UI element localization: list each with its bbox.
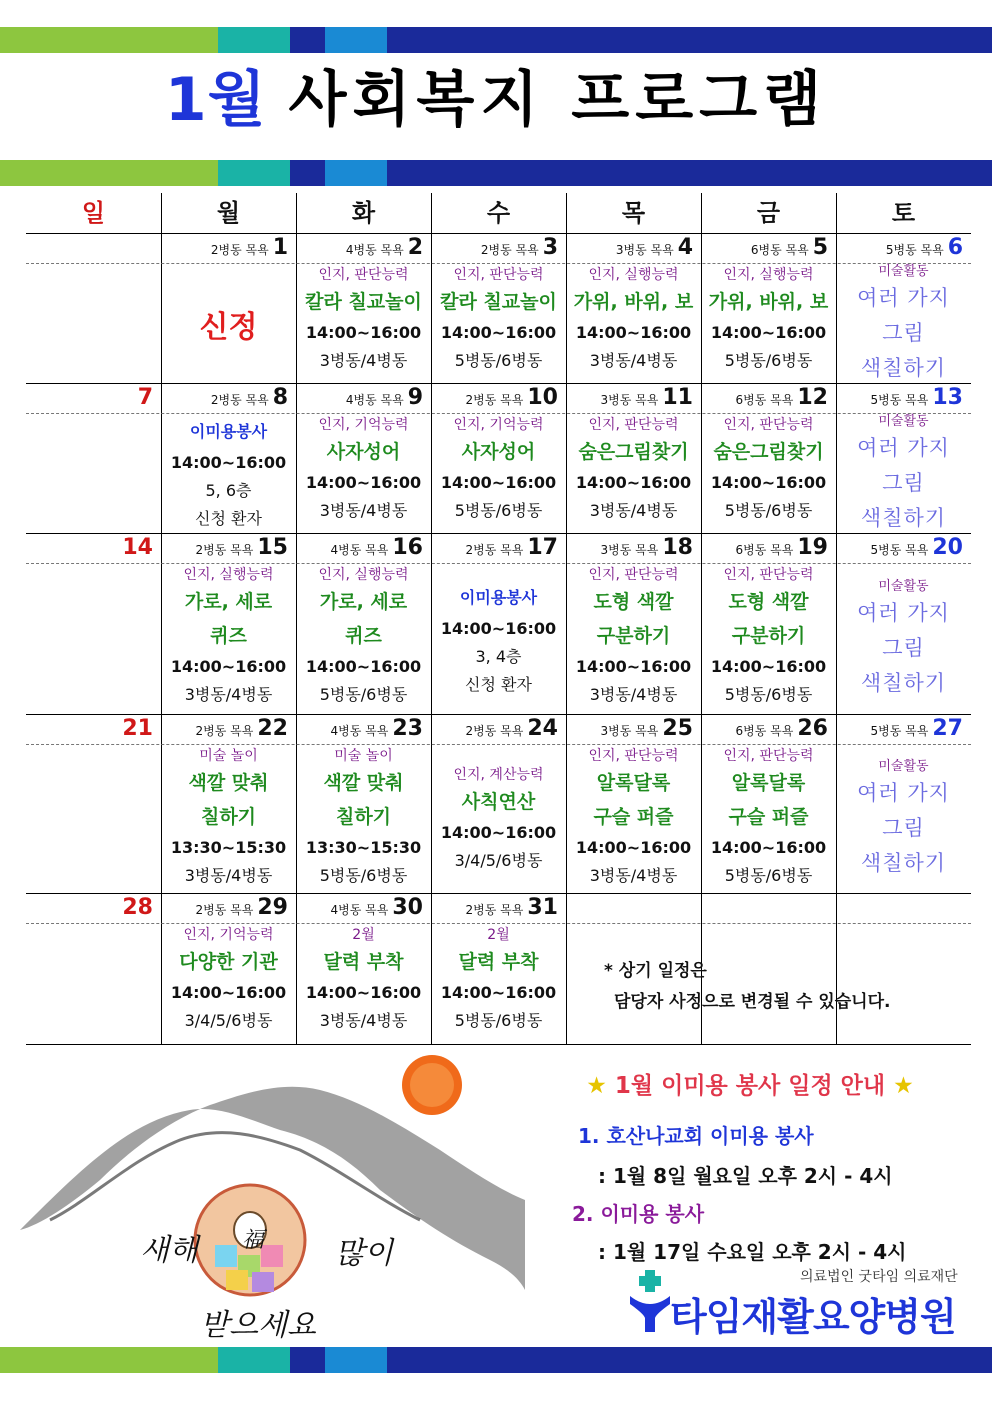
program-category: 인지, 판단능력 [588,417,679,433]
day-header: 월 [216,199,241,227]
program-activity: 가로, 세로 [319,591,408,613]
program-category: 인지, 판단능력 [723,748,814,764]
hospital-logo-icon [628,1268,672,1332]
date-label [701,383,828,413]
program-activity: 도형 색깔 [728,591,809,613]
bath-ward: 2병동 목욕 [195,724,254,738]
date-number: 9 [407,385,423,410]
program-ward: 5병동/6병동 [724,501,813,520]
program-category: 인지, 실행능력 [723,267,814,283]
day-cell [836,746,971,893]
date-label [701,533,828,563]
date-number: 11 [662,385,693,410]
date-label [161,714,288,744]
program-time: 14:00~16:00 [170,657,287,676]
date-row-divider [26,744,971,745]
program-activity: 도형 색깔 [593,591,674,613]
bag-patch-3 [261,1245,283,1267]
day-cell [566,415,701,533]
date-label [566,383,693,413]
title-text: 사회복지 프로그램 [288,65,828,135]
date-number: 20 [932,535,963,560]
bath-ward: 6병동 목욕 [750,243,809,257]
bath-ward: 2병동 목욕 [465,393,524,407]
date-number: 3 [542,235,558,260]
bath-ward: 2병동 목욕 [210,393,269,407]
program-time: 14:00~16:00 [440,473,557,492]
art-activity: 색칠하기 [860,355,947,380]
date-number: 29 [257,895,288,920]
program-time: 14:00~16:00 [305,657,422,676]
day-cell [296,746,431,893]
day-header: 토 [891,199,916,227]
date-number: 22 [257,716,288,741]
notice-title [530,1068,970,1104]
title-month: 1월 [164,65,267,135]
date-number: 19 [797,535,828,560]
program-activity: 칠하기 [200,806,257,828]
date-number: 31 [527,895,558,920]
schedule-note-line2: 담당자 사정으로 변경될 수 있습니다. [614,992,891,1012]
program-ward: 3병동/4병동 [319,1011,408,1030]
day-cell [701,415,836,533]
program-ward: 3병동/4병동 [184,866,273,885]
program-activity: 사자성어 [326,441,401,463]
date-label [161,233,288,263]
program-time: 13:30~15:30 [170,838,287,857]
program-time: 14:00~16:00 [710,657,827,676]
bath-ward: 4병동 목욕 [345,243,404,257]
program-activity: 구슬 퍼즐 [728,806,809,828]
day-cell [431,415,566,533]
calendar-grid [26,193,971,1044]
date-number: 27 [932,716,963,741]
day-cell [431,265,566,383]
day-cell [296,415,431,533]
program-category: 인지, 판단능력 [453,267,544,283]
bath-ward: 5병동 목욕 [885,243,944,257]
date-row-divider [26,263,971,264]
date-number: 4 [677,235,693,260]
program-ward: 3/4/5/6병동 [454,850,543,870]
art-activity: 여러 가지 [857,781,950,805]
day-cell [836,415,971,533]
day-cell [701,746,836,893]
bath-ward: 4병동 목욕 [330,724,389,738]
day-header: 일 [81,199,106,227]
program-time: 14:00~16:00 [305,473,422,492]
art-activity: 그림 [882,816,925,840]
day-header: 금 [756,199,781,227]
program-category: 2월 [487,927,510,943]
date-label [296,383,423,413]
date-label [26,533,153,563]
program-time: 14:00~16:00 [440,822,557,842]
hospital-name: 타임재활요양병원 [670,1295,956,1339]
date-label [836,714,963,744]
notice-item2-date: : 1월 17일 수요일 오후 2시 - 4시 [598,1240,907,1264]
program-activity: 달력 부착 [458,951,539,973]
bath-ward: 5병동 목욕 [870,393,929,407]
program-activity: 숨은그림찾기 [713,441,824,463]
haircut-time: 14:00~16:00 [440,618,557,638]
bath-ward: 4병동 목욕 [330,903,389,917]
bath-ward: 5병동 목욕 [870,724,929,738]
program-time: 14:00~16:00 [440,983,557,1002]
date-number: 21 [122,716,153,741]
day-cell [161,925,296,1044]
program-ward: 3병동/4병동 [589,866,678,885]
program-ward: 5병동/6병동 [454,501,543,520]
date-label [296,233,423,263]
date-number: 17 [527,535,558,560]
notice-title-text: 1월 이미용 봉사 일정 안내 [614,1073,886,1099]
day-header: 화 [351,199,376,227]
bath-ward: 3병동 목욕 [600,543,659,557]
program-time: 14:00~16:00 [170,983,287,1002]
notice-item2: 2. 이미용 봉사 [572,1202,705,1226]
date-number: 23 [392,716,423,741]
program-activity: 퀴즈 [210,625,247,647]
notice-item1: 1. 호산나교회 이미용 봉사 [578,1124,814,1148]
bath-ward: 2병동 목욕 [480,243,539,257]
program-ward: 3병동/4병동 [319,351,408,370]
haircut-notice [530,1068,970,1264]
holiday-label: 신정 [199,310,258,345]
program-time: 14:00~16:00 [710,323,827,342]
program-activity: 구분하기 [596,625,671,647]
program-category: 인지, 판단능력 [588,748,679,764]
program-category: 미술 놀이 [199,748,258,764]
art-activity: 색칠하기 [860,505,947,530]
date-label [701,233,828,263]
program-activity: 칼라 칠교놀이 [440,291,557,313]
haircut-note: 신청 환자 [195,509,262,528]
program-ward: 3병동/4병동 [589,501,678,520]
day-cell [566,265,701,383]
date-label [161,893,288,923]
date-number: 6 [947,235,963,260]
day-cell [161,565,296,714]
date-label [701,714,828,744]
program-activity: 달력 부착 [323,951,404,973]
program-activity: 다양한 기관 [179,951,278,973]
haircut-floor: 3, 4층 [475,646,522,666]
day-cell [701,265,836,383]
date-number: 13 [932,385,963,410]
date-label [566,533,693,563]
haircut-note: 신청 환자 [465,674,532,694]
day-cell [161,415,296,533]
program-activity: 구슬 퍼즐 [593,806,674,828]
art-activity: 그림 [882,320,925,345]
date-label [26,383,153,413]
program-ward: 5병동/6병동 [724,351,813,370]
bag-patch-4 [226,1270,248,1290]
date-label [431,714,558,744]
program-time: 14:00~16:00 [305,323,422,342]
art-activity: 여러 가지 [857,285,950,310]
day-cell [431,925,566,1044]
day-cell [161,265,296,383]
program-activity: 칼라 칠교놀이 [305,291,422,313]
date-label [836,893,963,923]
bath-ward: 2병동 목욕 [465,724,524,738]
bath-ward: 2병동 목욕 [465,903,524,917]
date-label [566,714,693,744]
calligraphy-seal: 福 [242,1228,265,1253]
calligraphy-line2: 받으세요 [200,1308,316,1343]
art-category: 미술활동 [878,413,929,429]
date-number: 12 [797,385,828,410]
program-activity: 퀴즈 [345,625,382,647]
program-ward: 5병동/6병동 [319,866,408,885]
bath-ward: 3병동 목욕 [600,724,659,738]
bath-ward: 2병동 목욕 [210,243,269,257]
calligraphy-line1b: 많이 [335,1236,393,1271]
art-activity: 그림 [882,470,925,495]
schedule-note-line1: * 상기 일정은 [604,961,707,981]
program-time: 14:00~16:00 [575,838,692,857]
art-category: 미술활동 [878,579,929,594]
program-ward: 5병동/6병동 [454,1011,543,1030]
day-cell [836,565,971,714]
art-category: 미술활동 [878,759,929,774]
top-color-band [0,27,992,53]
haircut-label: 이미용봉사 [189,422,268,441]
date-label [701,893,828,923]
program-ward: 5병동/6병동 [319,685,408,704]
art-activity: 여러 가지 [857,435,950,460]
date-label [836,533,963,563]
date-label [26,714,153,744]
bath-ward: 3병동 목욕 [615,243,674,257]
date-number: 2 [407,235,423,260]
date-number: 25 [662,716,693,741]
bath-ward: 2병동 목욕 [195,903,254,917]
day-cell [296,265,431,383]
program-time: 14:00~16:00 [710,838,827,857]
date-label [566,233,693,263]
star-icon: ★ [586,1073,607,1099]
date-number: 18 [662,535,693,560]
art-activity: 색칠하기 [860,671,947,695]
program-ward: 3병동/4병동 [184,685,273,704]
program-ward: 5병동/6병동 [724,685,813,704]
title-color-band [0,160,992,186]
foundation-name: 의료법인 굿타임 의료재단 [800,1269,958,1285]
program-category: 인지, 기억능력 [453,417,544,433]
program-category: 인지, 기억능력 [318,417,409,433]
program-time: 14:00~16:00 [575,473,692,492]
day-cell [431,565,566,714]
haircut-label: 이미용봉사 [459,587,538,607]
haircut-time: 14:00~16:00 [170,453,287,472]
program-ward: 3병동/4병동 [589,351,678,370]
date-label [836,383,963,413]
date-number: 24 [527,716,558,741]
bath-ward: 2병동 목욕 [465,543,524,557]
program-activity: 구분하기 [731,625,806,647]
program-activity: 칠하기 [335,806,392,828]
date-label [431,383,558,413]
date-number: 28 [122,895,153,920]
date-row-divider [26,923,971,924]
date-label [431,533,558,563]
program-ward: 3병동/4병동 [589,685,678,704]
date-number: 5 [812,235,828,260]
date-number: 26 [797,716,828,741]
day-cell [566,565,701,714]
calligraphy-line1a: 새해 [140,1233,198,1268]
day-cell [836,265,971,383]
program-category: 인지, 실행능력 [183,567,274,583]
art-activity: 그림 [882,636,925,660]
date-label [161,383,288,413]
bath-ward: 5병동 목욕 [870,543,929,557]
program-time: 14:00~16:00 [575,657,692,676]
program-time: 14:00~16:00 [440,323,557,342]
program-category: 인지, 실행능력 [588,267,679,283]
date-number: 1 [272,235,288,260]
day-header: 수 [486,199,511,227]
date-label [296,893,423,923]
program-time: 14:00~16:00 [575,323,692,342]
program-activity: 알록달록 [596,772,671,794]
date-label [161,533,288,563]
day-cell [296,925,431,1044]
program-activity: 색깔 맞춰 [188,772,269,794]
date-label [431,233,558,263]
program-category: 2월 [352,927,375,943]
program-activity: 가위, 바위, 보 [708,291,829,313]
date-label [26,233,153,263]
date-number: 14 [122,535,153,560]
date-number: 7 [137,385,153,410]
page-title [0,65,992,135]
week-divider [26,1044,971,1045]
program-category: 인지, 실행능력 [318,567,409,583]
program-activity: 알록달록 [731,772,806,794]
day-cell [296,565,431,714]
program-category: 인지, 판단능력 [723,567,814,583]
bath-ward: 4병동 목욕 [345,393,404,407]
art-activity: 색칠하기 [860,851,947,875]
bath-ward: 3병동 목욕 [600,393,659,407]
bath-ward: 4병동 목욕 [330,543,389,557]
art-activity: 여러 가지 [857,601,950,625]
program-category: 인지, 판단능력 [588,567,679,583]
date-number: 30 [392,895,423,920]
date-label [836,233,963,263]
program-ward: 5병동/6병동 [454,351,543,370]
day-cell [701,565,836,714]
star-icon: ★ [893,1073,914,1099]
date-label [296,533,423,563]
art-category: 미술활동 [878,263,929,279]
program-time: 14:00~16:00 [710,473,827,492]
date-label [26,893,153,923]
haircut-floor: 5, 6층 [205,481,252,500]
program-category: 인지, 판단능력 [318,267,409,283]
program-activity: 색깔 맞춰 [323,772,404,794]
program-ward: 3병동/4병동 [319,501,408,520]
program-category: 인지, 기억능력 [183,927,274,943]
program-category: 인지, 판단능력 [723,417,814,433]
program-category: 미술 놀이 [334,748,393,764]
day-cell [161,746,296,893]
program-activity: 사칙연산 [461,790,536,813]
program-category: 인지, 계산능력 [453,766,544,783]
date-number: 15 [257,535,288,560]
date-label [431,893,558,923]
bath-ward: 6병동 목욕 [735,724,794,738]
notice-item1-date: : 1월 8일 월요일 오후 2시 - 4시 [598,1164,893,1188]
bath-ward: 2병동 목욕 [195,543,254,557]
day-cell [566,746,701,893]
date-number: 16 [392,535,423,560]
bottom-color-band [0,1347,992,1373]
bag-patch-5 [252,1272,274,1292]
program-time: 13:30~15:30 [305,838,422,857]
program-activity: 가로, 세로 [184,591,273,613]
sun-core [410,1063,454,1107]
program-ward: 3/4/5/6병동 [184,1011,273,1030]
bag-patch-1 [215,1245,237,1267]
program-time: 14:00~16:00 [305,983,422,1002]
date-number: 10 [527,385,558,410]
date-number: 8 [272,385,288,410]
day-header: 목 [621,199,646,227]
program-ward: 5병동/6병동 [724,866,813,885]
date-label [566,893,693,923]
calendar-top-border [26,193,971,194]
date-label [296,714,423,744]
date-row-divider [26,413,971,414]
bath-ward: 6병동 목욕 [735,393,794,407]
day-cell [431,746,566,893]
program-activity: 사자성어 [461,441,536,463]
program-activity: 가위, 바위, 보 [573,291,694,313]
date-row-divider [26,563,971,564]
program-activity: 숨은그림찾기 [578,441,689,463]
bath-ward: 6병동 목욕 [735,543,794,557]
